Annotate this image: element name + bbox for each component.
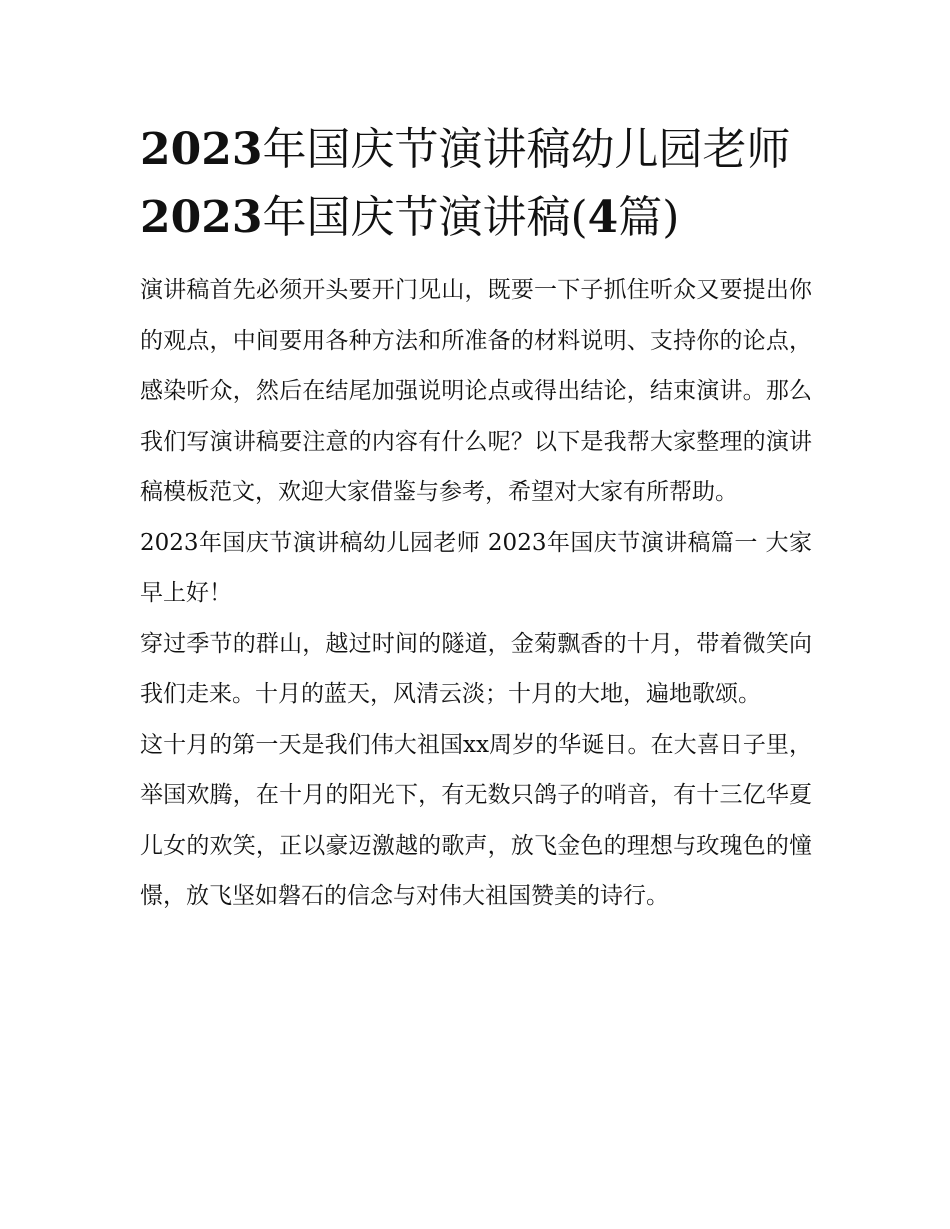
section-heading-paragraph: 2023年国庆节演讲稿幼儿园老师 2023年国庆节演讲稿篇一 大家早上好！: [140, 529, 812, 606]
intro-paragraph: 演讲稿首先必须开头要开门见山，既要一下子抓住听众又要提出你的观点，中间要用各种方法和所准备的材料说明、支持你的论点，感染听众，然后在结尾加强说明论点或得出结论，结束演讲。那么我们写演讲稿要注意的内容有什么呢？以下是我帮大家整理的演讲稿模板范文，欢迎大家借鉴与参考，希望对大家有所帮助。: [140, 277, 812, 505]
body-paragraph: 这十月的第一天是我们伟大祖国xx周岁的华诞日。在大喜日子里，举国欢腾，在十月的阳光下，有无数只鸽子的哨音，有十三亿华夏儿女的欢笑，正以豪迈激越的歌声，放飞金色的理想与玫瑰色的憧憬，放飞坚如磐石的信念与对伟大祖国赞美的诗行。: [140, 731, 812, 909]
document-body: [140, 116, 812, 922]
document-title: 2023年国庆节演讲稿幼儿园老师 2023年国庆节演讲稿(4篇): [140, 124, 791, 243]
body-paragraph: 穿过季节的群山，越过时间的隧道，金菊飘香的十月，带着微笑向我们走来。十月的蓝天，风清云淡；十月的大地，遍地歌颂。: [140, 630, 812, 707]
